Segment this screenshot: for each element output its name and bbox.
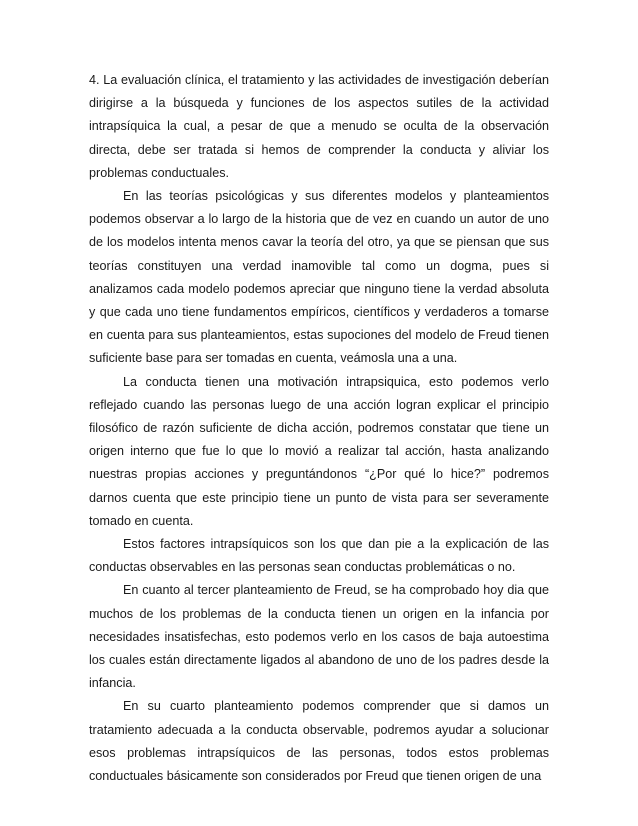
paragraph-point-4: 4. La evaluación clínica, el tratamiento y las actividades de investigación deberían dirigirse a la búsqueda y funciones de los aspectos sutiles de la actividad intrapsíquica la cual, a pesar de que a menudo se oculta de la observación directa, debe ser tratada si hemos de comprender la conducta y aliviar los problemas conductuales.	[89, 73, 549, 180]
paragraph-third-approach: En cuanto al tercer planteamiento de Freud, se ha comprobado hoy dia que muchos de los problemas de la conducta tienen un origen en la infancia por necesidades insatisfechas, esto podemos verlo en los casos de baja autoestima los cuales están directamente ligados al abandono de uno de los padres desde la infancia.	[89, 583, 549, 691]
paragraph-fourth-approach: En su cuarto planteamiento podemos comprender que si damos un tratamiento adecuada a la conducta observable, podremos ayudar a solucionar esos problemas intrapsíquicos de las personas, todos estos problemas conductuales básicamente son considerados por Freud que tienen origen de una	[89, 699, 549, 784]
document-body	[89, 69, 549, 788]
paragraph-intrapsychic-factors: Estos factores intrapsíquicos son los que dan pie a la explicación de las conductas observables en las personas sean conductas problemáticas o no.	[89, 537, 549, 575]
paragraph-psychological-theories: En las teorías psicológicas y sus diferentes modelos y planteamientos podemos observar a lo largo de la historia que de vez en cuando un autor de uno de los modelos intenta menos cavar la teoría del otro, ya que se piensan que sus teorías constituyen una verdad inamovible tal como un dogma, pues si analizamos cada modelo podemos apreciar que ninguno tiene la verdad absoluta y que cada uno tiene fundamentos empíricos, científicos y verdaderos a tomarse en cuenta para sus planteamientos, estas supociones del modelo de Freud tienen suficiente base para ser tomadas en cuenta, veámosla una a una.	[89, 189, 549, 366]
paragraph-intrapsychic-motivation: La conducta tienen una motivación intrapsiquica, esto podemos verlo reflejado cuando las personas luego de una acción logran explicar el principio filosófico de razón suficiente de dicha acción, podremos constatar que tiene un origen interno que fue lo que lo movió a realizar tal acción, hasta analizando nuestras propias acciones y preguntándonos “¿Por qué lo hice?” podremos darnos cuenta que este principio tiene un punto de vista para ser severamente tomado en cuenta.	[89, 374, 549, 528]
